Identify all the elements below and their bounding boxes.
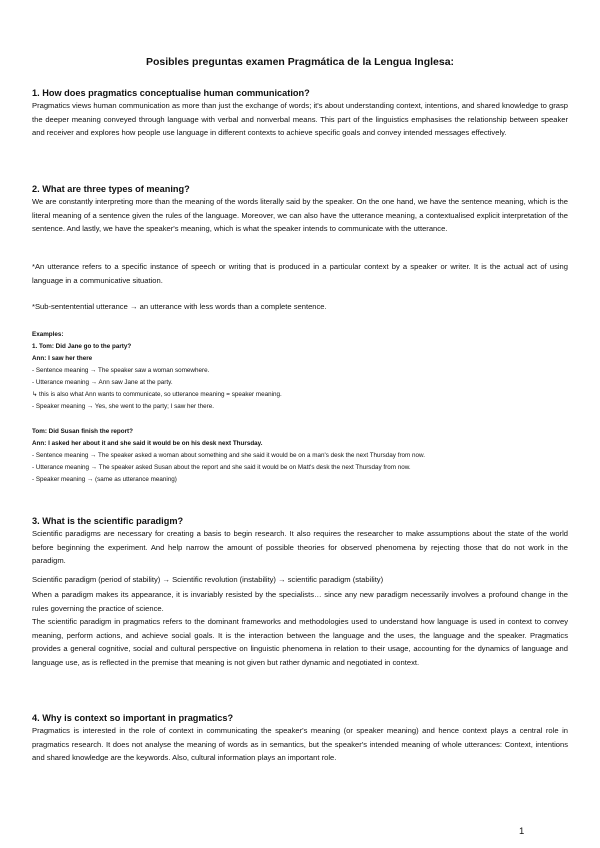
example-1-line: - Utterance meaning → Ann saw Jane at the party. bbox=[32, 379, 173, 386]
section-4-heading: 4. Why is context so important in pragmatics? bbox=[32, 713, 234, 723]
section-3-paragraph: When a paradigm makes its appearance, it is invariably resisted by the specialists… since any new paradigm necessarily involves a profound change in the rules governing the practice of science. bbox=[32, 590, 568, 613]
example-1-line: Ann: I saw her there bbox=[32, 355, 93, 362]
paradigm-cycle-line: Scientific paradigm (period of stability) → Scientific revolution (instability) → scientific paradigm (stability) bbox=[32, 575, 384, 584]
section-4-paragraph: Pragmatics is interested in the role of context in communicating the speaker's meaning (or speaker meaning) and hence context plays a central role in pragmatics research. It does not analyse the meaning of words as in semantics, but the speaker's intended meaning of whole utterances: Context, intentions and shared knowledge are the keywords. Also, cultural information plays an important role. bbox=[32, 726, 568, 762]
utterance-note: *An utterance refers to a specific instance of speech or writing that is produced in a particular context by a speaker or writer. It is the actual act of using language in a communicative situation. bbox=[32, 262, 568, 285]
section-1-heading: 1. How does pragmatics conceptualise human communication? bbox=[32, 88, 310, 98]
example-1-line: - Speaker meaning → Yes, she went to the party; I saw her there. bbox=[32, 403, 215, 410]
example-2-line: - Speaker meaning → (same as utterance meaning) bbox=[32, 476, 177, 483]
example-2-line: - Sentence meaning → The speaker asked a woman about something and she said it would be on a man's desk the next Thursday from now. bbox=[32, 452, 426, 459]
section-3-heading: 3. What is the scientific paradigm? bbox=[32, 516, 184, 526]
sub-sentential-note: *Sub-sententential utterance → an utterance with less words than a complete sentence. bbox=[32, 302, 327, 311]
example-1-line: - Sentence meaning → The speaker saw a woman somewhere. bbox=[32, 367, 210, 374]
example-2-line: Ann: I asked her about it and she said it would be on his desk next Thursday. bbox=[32, 440, 263, 447]
section-1-paragraph: Pragmatics views human communication as more than just the exchange of words; it's about understanding context, intentions, and shared knowledge to grasp the deeper meaning conveyed through language with verbal and nonverbal means. This part of the linguistics emphasises the relationship between speaker and receiver and explores how people use language in different contexts to achieve specific goals and convey intended messages effectively. bbox=[32, 101, 568, 137]
examples-label: Examples: bbox=[32, 331, 64, 338]
section-3-paragraph: The scientific paradigm in pragmatics refers to the dominant frameworks and methodologies used to understand how language is used in context to convey meaning, perform actions, and achieve social goals. It is the interaction between the language and the uses, the language and the speaker. Pragmatics provides a general cognitive, social and cultural perspective on linguistic phenomena in relation to their usage, accounting for the dynamics of language and language use, as is reflected in the premise that meaning is not given but rather dynamic and negotiated in context. bbox=[32, 617, 568, 667]
example-2-line: - Utterance meaning → The speaker asked Susan about the report and she said it would be on Matt's desk the next Thursday from now. bbox=[32, 464, 411, 471]
section-3-paragraph: Scientific paradigms are necessary for creating a basis to begin research. It also requires the researcher to make assumptions about the state of the world before beginning the experiment. And help narrow the amount of possible theories for observed phenomena by rejecting those that do not work in the paradigm. bbox=[32, 529, 568, 565]
document-title: Posibles preguntas examen Pragmática de la Lengua Inglesa: bbox=[145, 56, 455, 68]
example-1-line: 1. Tom: Did Jane go to the party? bbox=[32, 343, 132, 350]
example-1-line: ↳ this is also what Ann wants to communicate, so utterance meaning = speaker meaning. bbox=[32, 391, 282, 398]
section-2-heading: 2. What are three types of meaning? bbox=[32, 184, 190, 194]
example-2-line: Tom: Did Susan finish the report? bbox=[32, 428, 133, 435]
page-number: 1 bbox=[519, 826, 525, 837]
section-2-paragraph: We are constantly interpreting more than the meaning of the words literally said by the speaker. On the one hand, we have the sentence meaning, which is the literal meaning of a sentence given the rules of the language. Moreover, we can also have the utterance meaning, a contextualised explicit interpretation of the sentence. And lastly, we have the speaker's meaning, which is what the speaker intends to communicate with the utterance. bbox=[32, 197, 568, 233]
